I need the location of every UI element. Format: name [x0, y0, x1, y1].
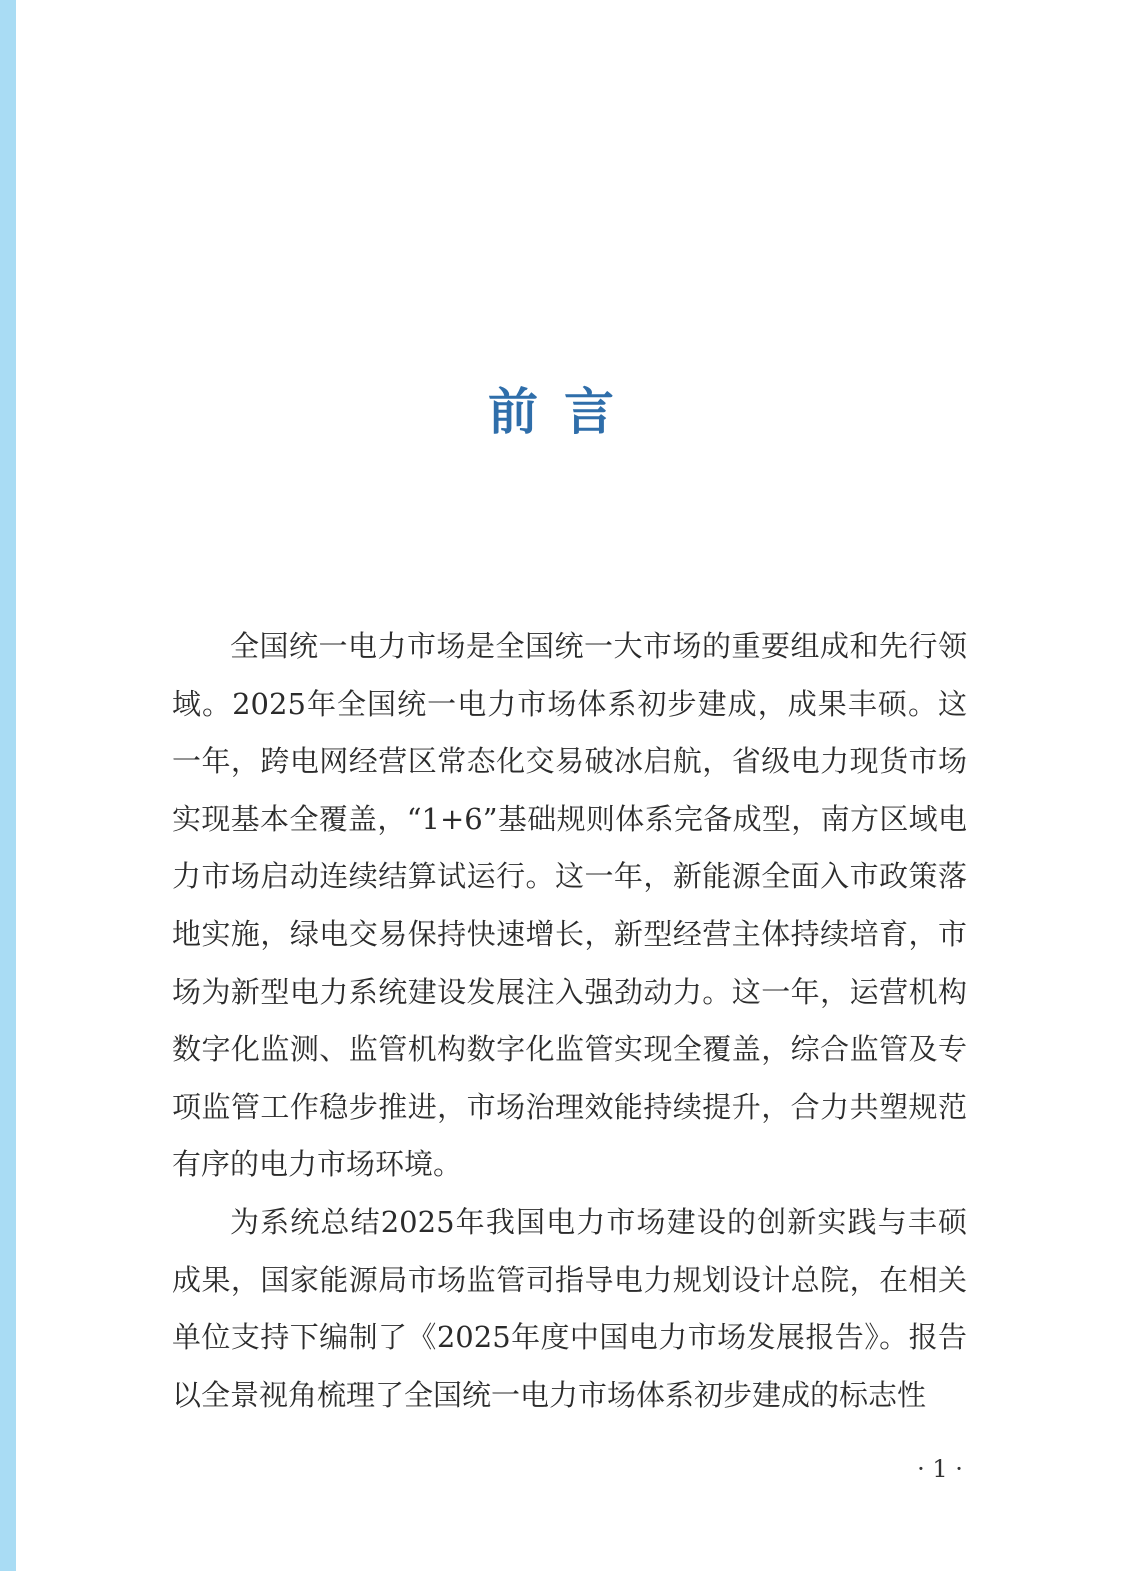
paragraph-2: 为系统总结2025年我国电力市场建设的创新实践与丰硕成果，国家能源局市场监管司指导电力规划设计总院，在相关单位支持下编制了《2025年度中国电力市场发展报告》。报告以全景视角梳理了全国统一电力市场体系初步建成的标志性 [172, 1204, 967, 1412]
side-color-band [0, 0, 16, 1571]
paragraph-1: 全国统一电力市场是全国统一大市场的重要组成和先行领域。2025年全国统一电力市场体系初步建成，成果丰硕。这一年，跨电网经营区常态化交易破冰启航，省级电力现货市场实现基本全覆盖，“1+6”基础规则体系完备成型，南方区域电力市场启动连续结算试运行。这一年，新能源全面入市政策落地实施，绿电交易保持快速增长，新型经营主体持续培育，市场为新型电力系统建设发展注入强劲动力。这一年，运营机构数字化监测、监管机构数字化监管实现全覆盖，综合监管及专项监管工作稳步推进，市场治理效能持续提升，合力共塑规范有序的电力市场环境。 [172, 629, 967, 1182]
page-title: 前言 [488, 382, 640, 441]
body-text [172, 618, 967, 1424]
page-number: · 1 · [917, 1455, 963, 1483]
